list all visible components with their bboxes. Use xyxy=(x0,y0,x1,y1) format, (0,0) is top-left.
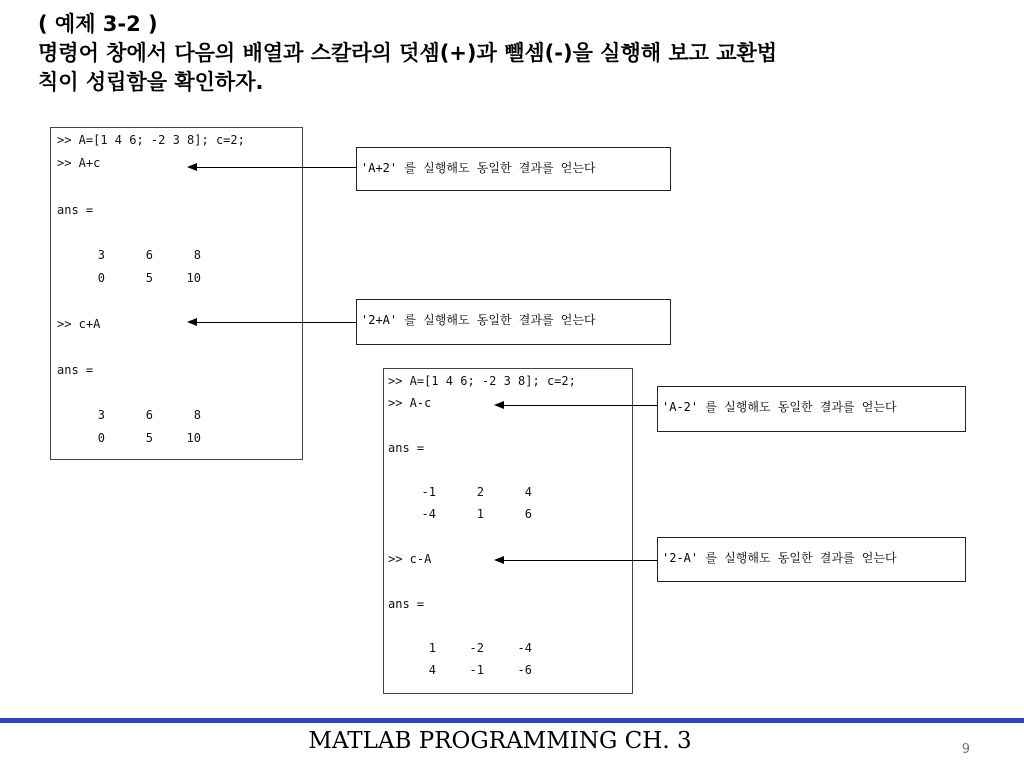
slide-title xyxy=(38,10,998,97)
matrix-cell: 6 xyxy=(524,507,532,521)
matrix-cell: 1 xyxy=(476,507,484,521)
matrix-cell: 0 xyxy=(97,431,105,445)
console-command: >> c-A xyxy=(388,552,432,566)
matrix-cell: 0 xyxy=(97,271,105,285)
matrix-cell: -1 xyxy=(421,485,436,499)
page-number: 9 xyxy=(961,742,970,757)
matrix-cell: -6 xyxy=(517,663,532,677)
callout-a-minus-2: 'A-2' 를 실행해도 동일한 결과를 얻는다 xyxy=(657,386,966,432)
console-ans-label: ans = xyxy=(388,441,425,455)
callout-2-minus-a: '2-A' 를 실행해도 동일한 결과를 얻는다 xyxy=(657,537,966,582)
matrix-cell: 5 xyxy=(145,271,153,285)
arrow-4 xyxy=(503,560,657,561)
matrix-cell: 4 xyxy=(428,663,436,677)
title-line-2: 명령어 창에서 다음의 배열과 스칼라의 덧셈(+)과 뺄셈(-)을 실행해 보고 교환법 xyxy=(38,41,778,65)
console-left xyxy=(50,127,303,460)
console-command: >> A+c xyxy=(57,156,101,170)
matrix-cell: 6 xyxy=(145,248,153,262)
callout-a-plus-2: 'A+2' 를 실행해도 동일한 결과를 얻는다 xyxy=(356,147,671,191)
console-right xyxy=(383,368,633,694)
matrix-cell: 5 xyxy=(145,431,153,445)
matrix-cell: 10 xyxy=(186,271,201,285)
console-ans-label: ans = xyxy=(57,363,94,377)
console-command: >> A=[1 4 6; -2 3 8]; c=2; xyxy=(388,374,576,388)
matrix-cell: 3 xyxy=(97,408,105,422)
matrix-cell: 3 xyxy=(97,248,105,262)
matrix-cell: -1 xyxy=(469,663,484,677)
console-ans-label: ans = xyxy=(388,597,425,611)
matrix-cell: 8 xyxy=(193,248,201,262)
matrix-cell: 10 xyxy=(186,431,201,445)
arrow-left-icon xyxy=(494,401,504,409)
matrix-cell: 2 xyxy=(476,485,484,499)
console-command: >> A=[1 4 6; -2 3 8]; c=2; xyxy=(57,133,245,147)
arrow-3 xyxy=(503,405,657,406)
arrow-1 xyxy=(196,167,356,168)
console-ans-label: ans = xyxy=(57,203,94,217)
matrix-cell: 8 xyxy=(193,408,201,422)
arrow-2 xyxy=(196,322,356,323)
title-line-3: 칙이 성립함을 확인하자. xyxy=(38,70,264,94)
matrix-cell: -4 xyxy=(517,641,532,655)
matrix-cell: -4 xyxy=(421,507,436,521)
console-command: >> A-c xyxy=(388,396,432,410)
arrow-left-icon xyxy=(187,163,197,171)
footer-divider xyxy=(0,718,1024,723)
callout-2-plus-a: '2+A' 를 실행해도 동일한 결과를 얻는다 xyxy=(356,299,671,345)
arrow-left-icon xyxy=(187,318,197,326)
arrow-left-icon xyxy=(494,556,504,564)
matrix-cell: 6 xyxy=(145,408,153,422)
console-command: >> c+A xyxy=(57,317,101,331)
title-line-1: ( 예제 3-2 ) xyxy=(38,12,158,36)
footer-title: MATLAB PROGRAMMING CH. 3 xyxy=(308,728,692,754)
matrix-cell: 4 xyxy=(524,485,532,499)
matrix-cell: 1 xyxy=(428,641,436,655)
matrix-cell: -2 xyxy=(469,641,484,655)
